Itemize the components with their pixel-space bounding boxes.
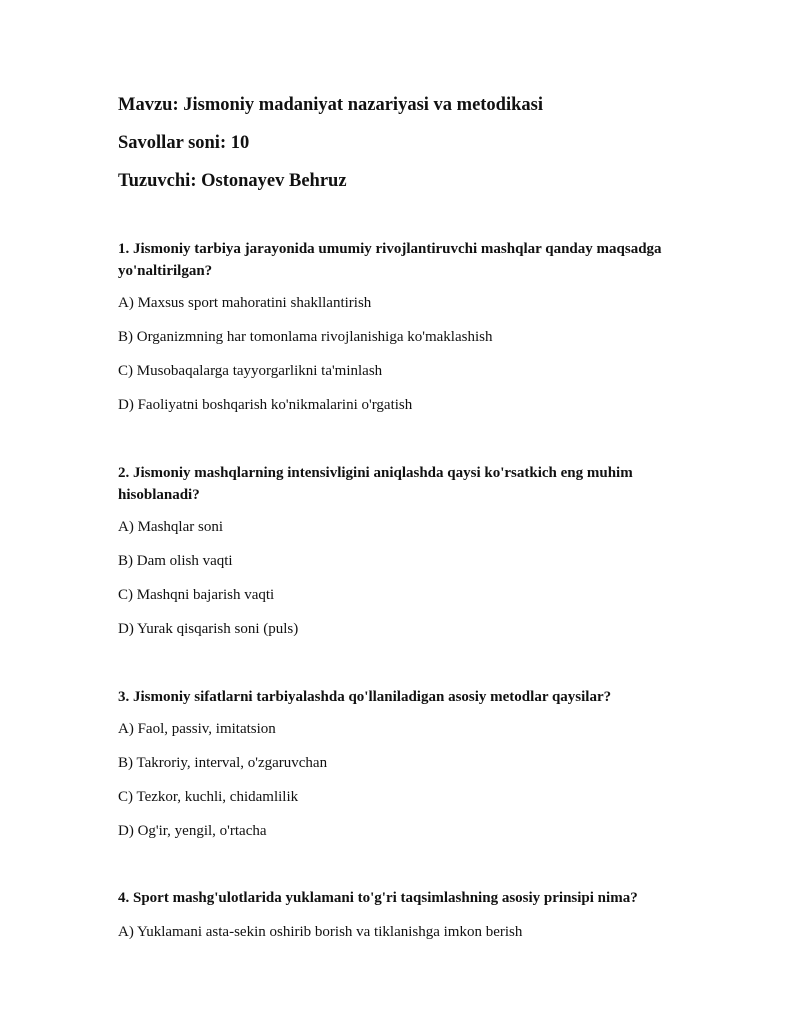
question-4: 4. Sport mashg'ulotlarida yuklamani to'g'ri taqsimlashning asosiy prinsipi nima? [118,890,638,906]
question-1-option-a: A) Maxsus sport mahoratini shakllantirish [118,295,372,311]
question-1-option-d: D) Faoliyatni boshqarish ko'nikmalarini o'rgatish [118,397,413,413]
question-1-option-c: C) Musobaqalarga tayyorgarlikni ta'minlash [118,363,383,379]
question-2-option-d: D) Yurak qisqarish soni (puls) [118,621,299,637]
question-3-option-c: C) Tezkor, kuchli, chidamlilik [118,789,299,805]
question-3: 3. Jismoniy sifatlarni tarbiyalashda qo'llaniladigan asosiy metodlar qaysilar? [118,689,612,705]
question-2-option-c: C) Mashqni bajarish vaqti [118,587,275,603]
question-3-option-d: D) Og'ir, yengil, o'rtacha [118,823,267,839]
question-1-option-b: B) Organizmning har tomonlama rivojlanishiga ko'maklashish [118,329,493,345]
question-1: 1. Jismoniy tarbiya jarayonida umumiy rivojlantiruvchi mashqlar qanday maqsadga yo'naltirilgan? [118,241,662,279]
question-count-heading: Savollar soni: 10 [118,133,250,153]
question-3-option-b: B) Takroriy, interval, o'zgaruvchan [118,755,328,771]
question-2-option-b: B) Dam olish vaqti [118,553,233,569]
question-2-option-a: A) Mashqlar soni [118,519,223,535]
topic-heading: Mavzu: Jismoniy madaniyat nazariyasi va metodikasi [118,95,543,115]
author-heading: Tuzuvchi: Ostonayev Behruz [118,171,347,191]
question-3-option-a: A) Faol, passiv, imitatsion [118,721,276,737]
question-4-option-a: A) Yuklamani asta-sekin oshirib borish va tiklanishga imkon berish [118,924,523,940]
question-2: 2. Jismoniy mashqlarning intensivligini aniqlashda qaysi ko'rsatkich eng muhim hisoblanadi? [118,465,633,503]
